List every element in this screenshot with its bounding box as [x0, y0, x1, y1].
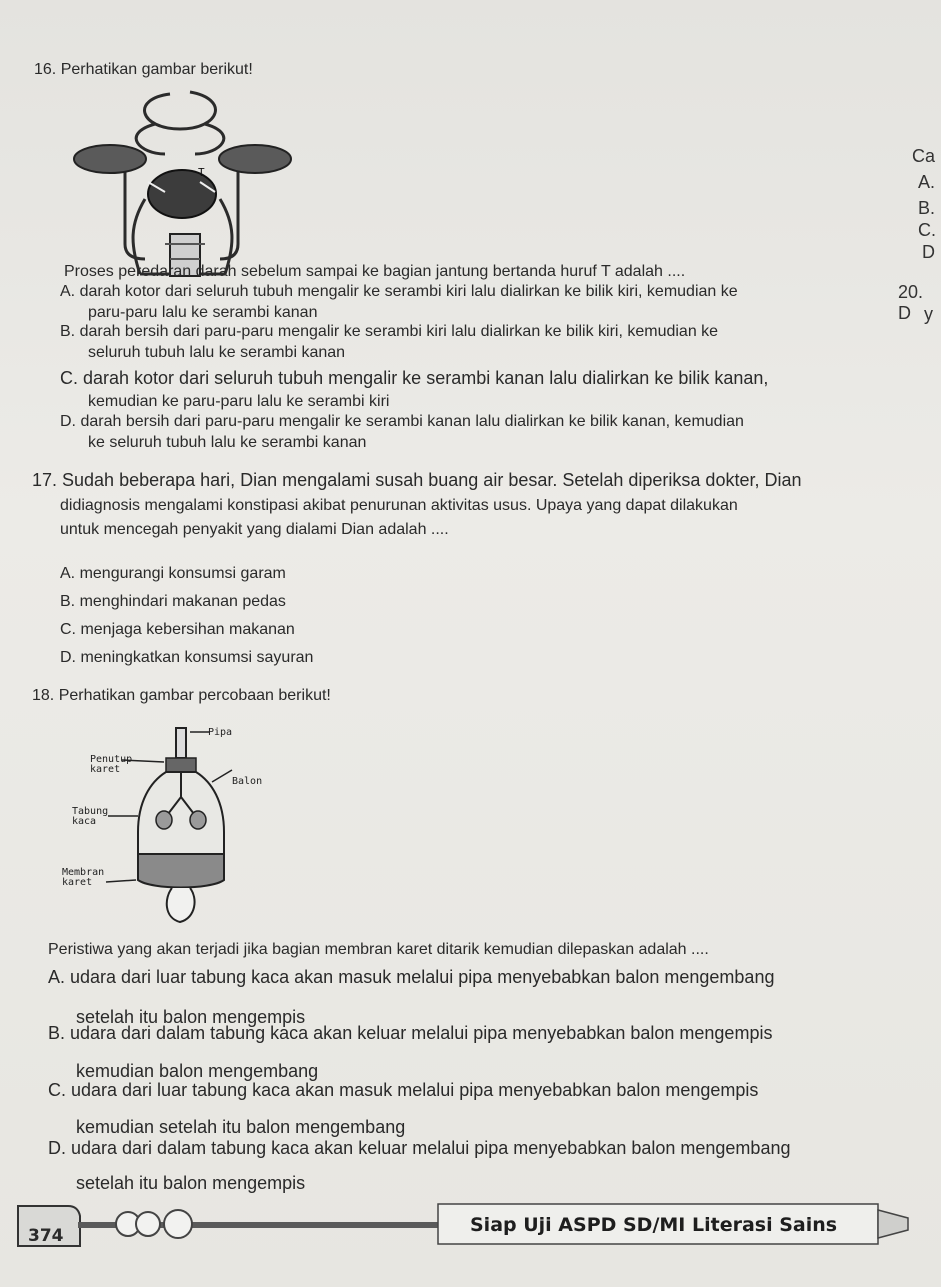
label-membran-karet: karet [62, 877, 93, 888]
side-text-ca: Ca [912, 146, 936, 166]
q16-stem: Proses peredaran darah sebelum sampai ke bagian jantung bertanda huruf T adalah .... [64, 263, 686, 280]
heart [148, 170, 216, 218]
side-text-y: y [924, 304, 933, 324]
label-membran: Membran [62, 867, 105, 878]
q18-option-d-line1[interactable]: D. udara dari dalam tabung kaca akan keluar melalui pipa menyebabkan balon mengembang [48, 1138, 791, 1158]
lung-left [74, 145, 146, 173]
q16-option-a-line1[interactable]: A. darah kotor dari seluruh tubuh mengalir ke serambi kiri lalu dialirkan ke bilik kiri, kemudian ke [60, 283, 738, 300]
rubber-membrane [138, 854, 224, 888]
rubber-stopper [166, 758, 196, 772]
balloon-left [156, 811, 172, 829]
q16-option-a-line2: paru-paru lalu ke serambi kanan [88, 304, 318, 321]
q17-option-b[interactable]: B. menghindari makanan pedas [60, 593, 286, 610]
q16-option-d-line1[interactable]: D. darah bersih dari paru-paru mengalir ke serambi kanan lalu dialirkan ke bilik kanan, kemudian [60, 413, 744, 430]
q17-option-c[interactable]: C. menjaga kebersihan makanan [60, 621, 295, 638]
decor-circle-2 [136, 1212, 160, 1236]
footer-title: Siap Uji ASPD SD/MI Literasi Sains [470, 1214, 838, 1236]
q17-stem-line2: didiagnosis mengalami konstipasi akibat penurunan aktivitas usus. Upaya yang dapat dilakukan [60, 497, 738, 514]
q16-header: 16. Perhatikan gambar berikut! [34, 61, 253, 78]
side-text-c: C. [918, 220, 936, 240]
q17-option-a[interactable]: A. mengurangi konsumsi garam [60, 565, 286, 582]
q18-option-c-line1[interactable]: C. udara dari luar tabung kaca akan masuk melalui pipa menyebabkan balon mengempis [48, 1080, 759, 1100]
label-tabung-kaca: kaca [72, 816, 97, 827]
side-text-q20: 20. D [898, 282, 924, 323]
q16-option-b-line1[interactable]: B. darah bersih dari paru-paru mengalir ke serambi kiri lalu dialirkan ke bilik kiri, kemudian ke [60, 323, 719, 340]
side-text-b: B. [918, 198, 936, 218]
q18-stem: Peristiwa yang akan terjadi jika bagian membran karet ditarik kemudian dilepaskan adalah .... [48, 941, 709, 958]
q18-option-b-line1[interactable]: B. udara dari dalam tabung kaca akan keluar melalui pipa menyebabkan balon mengempis [48, 1023, 773, 1043]
q16-option-d-line2: ke seluruh tubuh lalu ke serambi kanan [88, 434, 367, 451]
lung-right [219, 145, 291, 173]
page-number: 374 [28, 1226, 64, 1246]
balloon-right [190, 811, 206, 829]
q18-option-b-line2: kemudian balon mengembang [76, 1061, 319, 1081]
q18-option-d-line2: setelah itu balon mengempis [76, 1173, 306, 1193]
label-balon: Balon [232, 776, 263, 787]
q18-option-a-line1[interactable]: A. udara dari luar tabung kaca akan masuk melalui pipa menyebabkan balon mengembang [48, 967, 775, 987]
circulation-diagram [70, 84, 300, 284]
q17-stem-line1: 17. Sudah beberapa hari, Dian mengalami susah buang air besar. Setelah diperiksa dokter, Dian [32, 470, 802, 490]
q16-option-c-line2: kemudian ke paru-paru lalu ke serambi kiri [88, 393, 390, 410]
side-text-a: A. [918, 172, 936, 192]
q18-header: 18. Perhatikan gambar percobaan berikut! [32, 687, 331, 704]
q17-option-d[interactable]: D. meningkatkan konsumsi sayuran [60, 649, 314, 666]
label-t: T [198, 166, 205, 179]
label-penutup-karet: karet [90, 764, 121, 775]
q18-option-c-line2: kemudian setelah itu balon mengembang [76, 1117, 406, 1137]
label-tabung: Tabung [72, 806, 109, 817]
q16-option-c-line1[interactable]: C. darah kotor dari seluruh tubuh mengalir ke serambi kanan lalu dialirkan ke bilik kanan, [60, 368, 769, 388]
label-pipa: Pipa [208, 727, 233, 738]
pipe [176, 728, 186, 758]
q18-option-a-line2: setelah itu balon mengempis [76, 1007, 306, 1027]
q16-option-b-line2: seluruh tubuh lalu ke serambi kanan [88, 344, 346, 361]
q17-stem-line3: untuk mencegah penyakit yang dialami Dian adalah .... [60, 521, 449, 538]
lung-model-diagram [60, 722, 300, 950]
decor-circle-3 [164, 1210, 192, 1238]
side-text-d: D [922, 242, 935, 262]
hand-pull [167, 888, 195, 922]
label-penutup: Penutup [90, 754, 133, 765]
